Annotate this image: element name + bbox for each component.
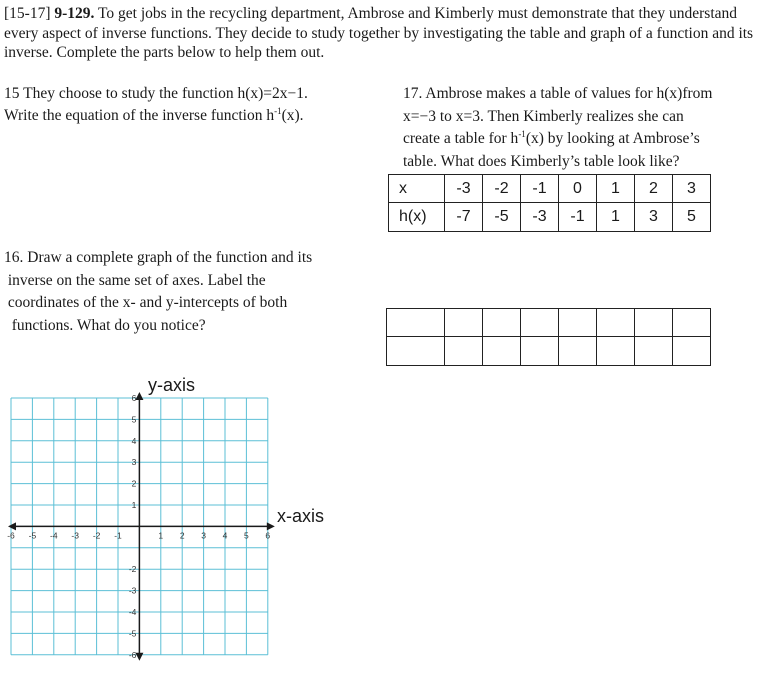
x-tick-label: -3 — [71, 530, 79, 541]
y-tick-label: -6 — [128, 649, 137, 660]
y-tick-label: -4 — [128, 607, 137, 617]
question-17 — [403, 83, 773, 173]
table-row — [387, 309, 711, 337]
x-value: 0 — [559, 175, 597, 203]
row-label-x: x — [389, 175, 445, 203]
q17-line4: table. What does Kimberly’s table look like? — [403, 152, 680, 170]
x-value: -2 — [483, 175, 521, 203]
answer-cell[interactable] — [521, 309, 559, 337]
q17-line1: 17. Ambrose makes a table of values for h(x)from — [403, 85, 713, 102]
h-value: 5 — [673, 203, 711, 232]
q16-line1: 16. Draw a complete graph of the function and its — [4, 249, 313, 266]
h-value: -1 — [559, 203, 597, 232]
q17-line3: create a table for $h^{-1}(x)$ by looking at Ambrose’s — [403, 128, 700, 147]
x-tick-label: 3 — [201, 530, 206, 541]
answer-cell[interactable] — [387, 309, 445, 337]
axes — [8, 392, 275, 661]
y-tick-label: 2 — [131, 478, 137, 489]
answer-cell[interactable] — [597, 337, 635, 366]
table-row-x — [389, 175, 711, 203]
kimberly-table — [386, 308, 711, 366]
h-value: -5 — [483, 203, 521, 232]
x-tick-label: -4 — [50, 530, 58, 541]
problem-range: [15-17] — [4, 5, 51, 22]
q16-line3: coordinates of the x- and y-intercepts of both — [4, 294, 288, 311]
x-value: -3 — [445, 175, 483, 203]
answer-cell[interactable] — [483, 337, 521, 366]
question-16 — [4, 247, 374, 337]
x-value: -1 — [521, 175, 559, 203]
answer-cell[interactable] — [387, 337, 445, 366]
coordinate-grid[interactable] — [0, 390, 290, 670]
x-tick-label: 6 — [265, 530, 271, 541]
x-axis-arrow-right-icon — [267, 522, 275, 530]
answer-cell[interactable] — [673, 309, 711, 337]
answer-cell[interactable] — [521, 337, 559, 366]
y-tick-label: -5 — [128, 628, 137, 639]
x-value: 2 — [635, 175, 673, 203]
y-tick-label: 5 — [131, 414, 137, 425]
y-tick-label: -3 — [128, 585, 137, 596]
x-tick-label: 2 — [179, 530, 185, 541]
h-value: 1 — [597, 203, 635, 232]
answer-cell[interactable] — [597, 309, 635, 337]
x-axis-label: x-axis — [277, 506, 325, 526]
answer-cell[interactable] — [483, 309, 521, 337]
q15-line2: Write the equation of the inverse function $h^{-1}(x)$. — [4, 105, 304, 124]
y-tick-label: 4 — [131, 435, 137, 446]
intro-paragraph — [4, 4, 774, 63]
answer-cell[interactable] — [445, 337, 483, 366]
x-tick-label: -6 — [7, 530, 15, 541]
answer-cell[interactable] — [559, 337, 597, 366]
x-tick-label: 4 — [222, 530, 228, 541]
q16-line4: functions. What do you notice? — [4, 316, 206, 334]
answer-cell[interactable] — [445, 309, 483, 337]
answer-cell[interactable] — [635, 309, 673, 337]
q15-line1: 15 They choose to study the function h(x)=2x−1. — [4, 85, 308, 102]
y-axis-arrow-down-icon — [135, 653, 143, 661]
h-value: 3 — [635, 203, 673, 232]
x-tick-label: -2 — [92, 530, 101, 541]
table-row — [387, 337, 711, 366]
y-tick-label: 3 — [131, 457, 137, 468]
x-value: 3 — [673, 175, 711, 203]
y-tick-label: -2 — [128, 564, 137, 575]
x-tick-label: 5 — [244, 530, 249, 541]
problem-number: 9-129. — [54, 5, 95, 22]
y-axis-label: y-axis — [148, 375, 196, 395]
answer-cell[interactable] — [559, 309, 597, 337]
x-tick-label: -1 — [114, 530, 122, 541]
x-tick-label: 1 — [158, 530, 164, 541]
ambrose-table — [388, 174, 711, 232]
intro-text: To get jobs in the recycling department, Ambrose and Kimberly must demonstrate that they understand every aspect of inverse functions. They decide to study together by investigating the table and graph of a function and its inverse. Complete the parts below to help them out. — [4, 5, 754, 61]
y-tick-label: 1 — [131, 500, 137, 510]
q16-line2: inverse on the same set of axes. Label the — [4, 271, 266, 289]
table-row-hx — [389, 203, 711, 232]
x-axis-arrow-left-icon — [8, 522, 16, 530]
question-15 — [4, 83, 384, 127]
x-value: 1 — [597, 175, 635, 203]
y-axis-arrow-up-icon — [135, 392, 143, 400]
x-tick-label: -5 — [28, 530, 37, 541]
answer-cell[interactable] — [635, 337, 673, 366]
answer-cell[interactable] — [673, 337, 711, 366]
q17-line2: x=−3 to x=3. Then Kimberly realizes she can — [403, 107, 684, 125]
h-value: -7 — [445, 203, 483, 232]
h-value: -3 — [521, 203, 559, 232]
y-tick-label: 6 — [131, 393, 137, 403]
row-label-hx: h(x) — [389, 203, 445, 232]
